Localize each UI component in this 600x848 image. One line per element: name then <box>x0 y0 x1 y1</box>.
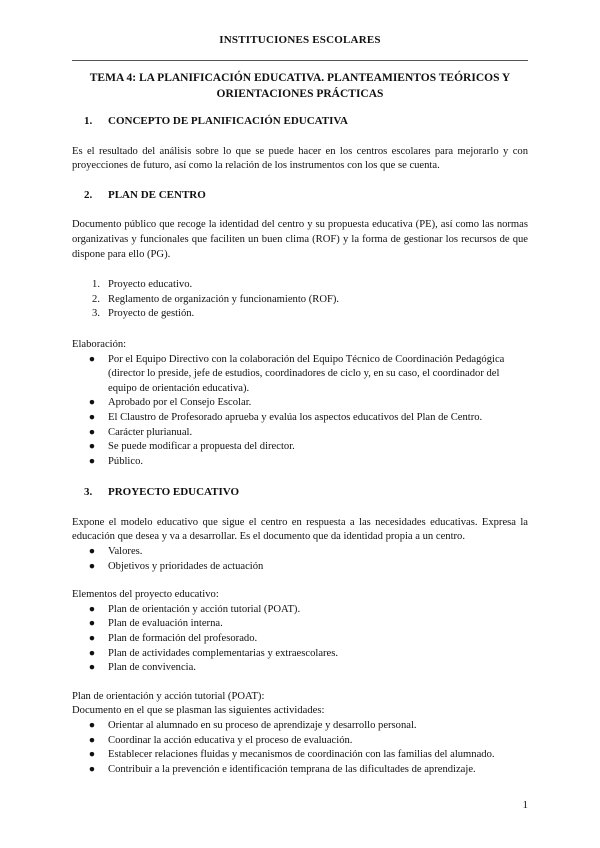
running-header: INSTITUCIONES ESCOLARES <box>219 34 381 46</box>
list-item: ● Aprobado por el Consejo Escolar. <box>72 396 528 411</box>
section-2-heading <box>72 188 528 203</box>
poat-intro: Documento en el que se plasman las siguientes actividades: <box>72 705 325 717</box>
elaboracion-list <box>72 353 528 470</box>
bullet-icon: ● <box>88 618 96 630</box>
section-3-heading <box>72 485 528 500</box>
list-item: 2. Reglamento de organización y funcionamiento (ROF). <box>92 293 340 305</box>
list-item: 1. Proyecto educativo. <box>92 279 193 291</box>
document-title: TEMA 4: LA PLANIFICACIÓN EDUCATIVA. PLANTEAMIENTOS TEÓRICOS Y ORIENTACIONES PRÁCTICAS <box>89 72 511 100</box>
list-item: ● Plan de evaluación interna. <box>72 617 528 632</box>
bullet-icon: ● <box>88 560 96 572</box>
section-1-text: Es el resultado del análisis sobre lo que se puede hacer en los centros escolares para mejorarlo y con proyecciones de futuro, así como la relación de los instrumentos con los que se cuenta. <box>72 145 528 172</box>
list-item: ● Contribuir a la prevención e identificación temprana de las dificultades de aprendizaje. <box>72 763 528 778</box>
section-2-number: 2. <box>84 188 93 201</box>
bullet-icon: ● <box>88 426 96 438</box>
list-item: ● Plan de orientación y acción tutorial (POAT). <box>72 603 528 618</box>
page-number: 1 <box>522 799 528 811</box>
bullet-icon: ● <box>88 353 96 365</box>
list-item: ● Se puede modificar a propuesta del director. <box>72 440 528 455</box>
section-1-number: 1. <box>84 115 93 127</box>
bullet-icon: ● <box>88 734 96 746</box>
list-item: ● Valores. <box>72 545 528 560</box>
bullet-icon: ● <box>88 763 96 775</box>
bullet-icon: ● <box>88 546 96 558</box>
section-3-text: Expone el modelo educativo que sigue el centro en respuesta a las necesidades educativas. Expresa la educación que desea y va a desarrollar. Es el documento que da identidad propia a un centro. <box>72 516 528 543</box>
bullet-icon: ● <box>88 647 96 659</box>
valores-list <box>72 545 528 574</box>
bullet-icon: ● <box>88 720 96 731</box>
bullet-icon: ● <box>88 455 96 467</box>
bullet-icon: ● <box>88 441 96 453</box>
section-1-heading <box>72 114 528 129</box>
list-item: ● Orientar al alumnado en su proceso de aprendizaje y desarrollo personal. <box>72 719 528 734</box>
list-item: ● Plan de actividades complementarias y extraescolares. <box>72 647 528 662</box>
list-item: ● El Claustro de Profesorado aprueba y evalúa los aspectos educativos del Plan de Centro. <box>72 411 528 426</box>
page-content <box>72 70 528 777</box>
list-item: ● Establecer relaciones fluidas y mecanismos de coordinación con las familias del alumnado. <box>72 748 528 763</box>
elementos-label: Elementos del proyecto educativo: <box>72 589 219 601</box>
bullet-icon: ● <box>88 603 96 615</box>
poat-list <box>72 719 528 777</box>
section-3-title: PROYECTO EDUCATIVO <box>108 486 240 499</box>
bullet-icon: ● <box>88 749 96 761</box>
list-item: ● Plan de formación del profesorado. <box>72 632 528 647</box>
section-2-title: PLAN DE CENTRO <box>108 188 206 201</box>
section-1-title: CONCEPTO DE PLANIFICACIÓN EDUCATIVA <box>108 115 348 127</box>
bullet-icon: ● <box>88 411 96 423</box>
list-item: ● Por el Equipo Directivo con la colaboración del Equipo Técnico de Coordinación Pedagógica (director lo preside, jefe de estudios, coordinadores de ciclo y, en su caso, el coordinador del equipo de orientación educativa). <box>72 353 528 397</box>
list-item: ● Carácter plurianual. <box>72 426 528 441</box>
poat-label: Plan de orientación y acción tutorial (POAT): <box>72 690 265 702</box>
list-item: ● Plan de convivencia. <box>72 661 528 676</box>
section-2-text: Documento público que recoge la identidad del centro y su propuesta educativa (PE), así como las normas organizativas y funcionales que faciliten un buen clima (ROF) y la forma de gestionar los recursos de que dispone para ello (PG). <box>72 219 528 260</box>
list-item: ● Coordinar la acción educativa y el proceso de evaluación. <box>72 734 528 749</box>
bullet-icon: ● <box>88 662 96 674</box>
list-item: ● Público. <box>72 455 528 470</box>
bullet-icon: ● <box>88 397 96 409</box>
list-item: 3. Proyecto de gestión. <box>92 308 195 320</box>
header-divider <box>72 60 528 61</box>
section-3-number: 3. <box>84 486 93 499</box>
bullet-icon: ● <box>88 633 96 645</box>
plan-centro-list <box>72 278 528 322</box>
list-item: ● Objetivos y prioridades de actuación <box>72 560 528 575</box>
elaboracion-label: Elaboración: <box>72 338 127 350</box>
elementos-list <box>72 603 528 676</box>
